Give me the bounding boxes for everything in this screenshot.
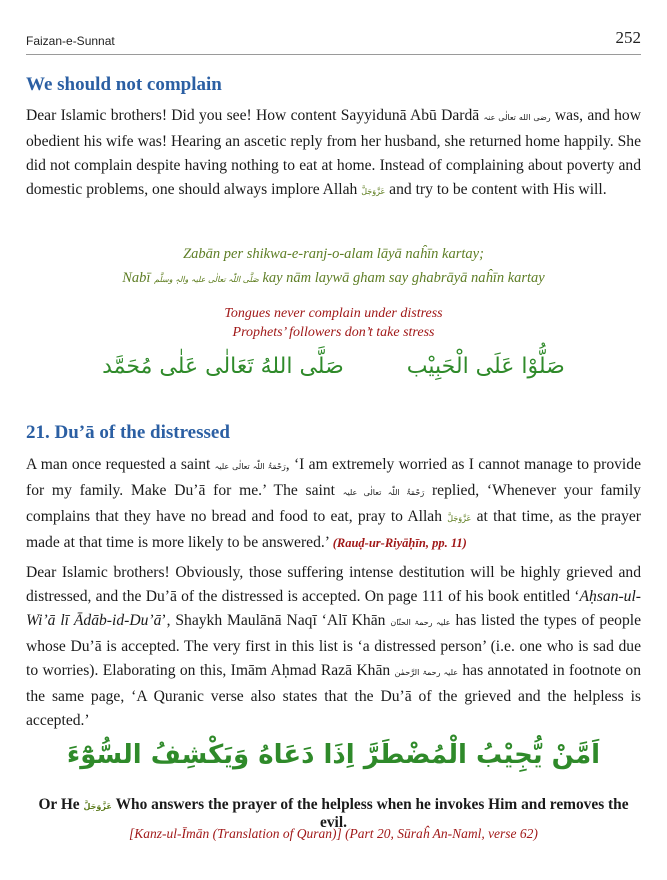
- text: ’, Shaykh Maulānā Naqī ‘Alī Khān: [161, 612, 391, 629]
- book-title: Faizan-e-Sunnat: [26, 34, 115, 48]
- honorific-text: رَحْمَۃُ اللّٰہ تعالٰی علیہ: [214, 462, 286, 471]
- text: Nabī: [122, 270, 155, 286]
- text: Who answers the prayer of the helpless when he invokes Him and removes the evil.: [111, 796, 629, 831]
- text: A man once requested a saint: [26, 456, 215, 473]
- text: has annotated in footnote on the same page, ‘A Quranic verse also states that the Du’ā of the grieved and the helpless is accepted.’: [26, 662, 642, 729]
- section-heading-dua: 21. Du’ā of the distressed: [26, 422, 230, 443]
- book-name: Aḥsan-ul-Wi’ā lī Ādāb-id-Du’ā: [26, 588, 641, 629]
- paragraph-dua-2: [26, 561, 641, 733]
- poem-translation-2: Prophets’ followers don’t take stress: [232, 325, 435, 340]
- honorific-text: علیہ رحمۃ الحنّان: [390, 618, 451, 627]
- honorific-text: عَزَّوَجَلَّ: [83, 802, 112, 811]
- text: was, and how obedient his wife was! Hearing an ascetic reply from her husband, she returned home happily. She did not complain despite having nothing to eat at home. Instead of complaining about poverty and domestic problems, one should always implore Allah: [26, 107, 641, 198]
- section-heading-complain: We should not complain: [26, 74, 222, 95]
- salat-line: [26, 354, 641, 379]
- text: at that time, as the prayer made at that time is more likely to be answered.’: [26, 508, 641, 551]
- verse-source: [Kanz-ul-Īmān (Translation of Quran)] (Part 20, Sūraĥ An-Naml, verse 62): [129, 826, 538, 841]
- text: Dear Islamic brothers! Did you see! How content Sayyidunā Abū Dardā: [26, 107, 484, 124]
- honorific-text: رَحْمَۃُ اللّٰہ تعالٰی علیہ: [342, 488, 425, 497]
- text: Dear Islamic brothers! Obviously, those suffering intense destitution will be highly grieved and distressed, and the Du’ā of the distressed is accepted. On page 111 of his book entitled ‘: [26, 564, 641, 605]
- page-number: 252: [615, 28, 641, 47]
- page-header: [26, 28, 641, 55]
- paragraph-complain: [26, 104, 641, 204]
- text: kay nām laywā gham say ghabrāyā naĥīn kartay: [258, 270, 545, 286]
- honorific-text: عَزَّوَجَلَّ: [361, 187, 386, 196]
- honorific-text: عَزَّوَجَلَّ: [447, 514, 472, 523]
- honorific-text: صَلَّی اللّٰہ تعالٰی علیہ والہٖ وسلَّم: [154, 275, 259, 284]
- text: has listed the types of people whose Du’ā is accepted. The very first in this list is ‘a distressed person’ (i.e. one who is sad due to worries). Elaborating on this, Imām Aḥmad Razā Khān: [26, 612, 642, 679]
- paragraph-dua-1: [26, 453, 641, 555]
- reference: (Rauḍ-ur-Riyāḥīn, pp. 11): [332, 536, 467, 550]
- text: replied, ‘Whenever your family complains that they have no bread and food to eat, pray to Allah: [26, 482, 641, 525]
- text: and try to be content with His will.: [385, 181, 607, 198]
- honorific-text: رضی الله تعالٰی عنہ: [483, 113, 551, 122]
- poem-line-2: [26, 266, 641, 292]
- salat-left: صَلَّى اللهُ تَعَالٰى عَلٰى مُحَمَّد: [102, 354, 344, 379]
- poem-line-1: Zabān per shikwa-e-ranj-o-alam lāyā naĥīn kartay;: [183, 246, 484, 262]
- text: Or He: [38, 796, 84, 813]
- salat-right: صَلُّوْا عَلَى الْحَبِيْب: [406, 354, 565, 379]
- quran-verse-arabic: اَمَّنْ يُّجِيْبُ الْمُضْطَرَّ اِذَا دَعَاهُ وَيَكْشِفُ السُّوْٓءَ: [66, 740, 601, 770]
- poem-translation-1: Tongues never complain under distress: [224, 306, 443, 321]
- honorific-text: علیہ رحمۃ الرَّحمٰن: [394, 668, 458, 677]
- text: , ‘I am extremely worried as I cannot manage to provide for my family. Make Du’ā for me.’ The saint: [26, 456, 641, 499]
